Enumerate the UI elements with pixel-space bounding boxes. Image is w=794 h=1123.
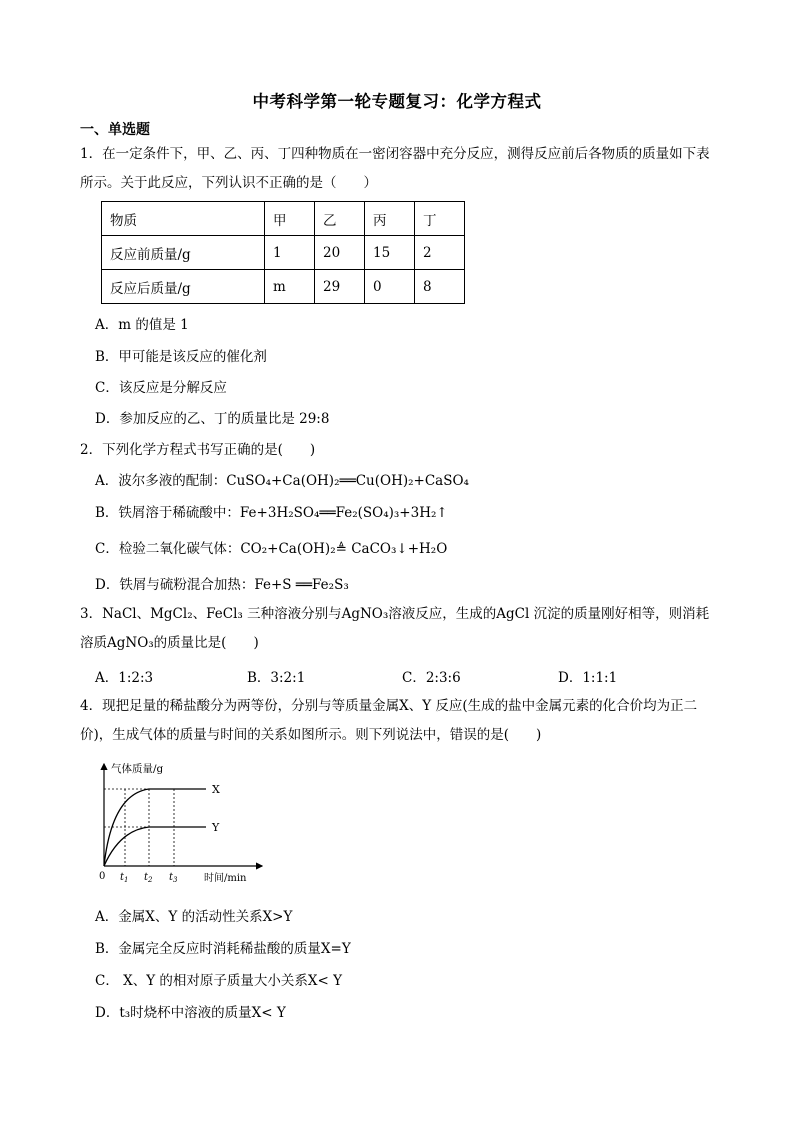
x-tick-label: $t_1$ [120, 872, 129, 884]
q4-option-a: A．金属X、Y 的活动性关系X>Y [95, 909, 293, 925]
q4-option-d: D．t₃时烧杯中溶液的质量X< Y [95, 1005, 286, 1021]
x-tick-label: $t_2$ [144, 872, 153, 884]
table-cell: 反应后质量/g [102, 270, 265, 304]
x-axis-label: 时间/min [204, 873, 247, 884]
q2-option-d: D．铁屑与硫粉混合加热：Fe+S ══Fe₂S₃ [95, 577, 349, 593]
table-cell: 反应前质量/g [102, 236, 265, 270]
table-header-cell: 丁 [415, 202, 465, 236]
q2-option-b: B．铁屑溶于稀硫酸中：Fe+3H₂SO₄══Fe₂(SO₄)₃+3H₂↑ [95, 505, 448, 521]
table-cell: 0 [365, 270, 415, 304]
table-header-cell: 乙 [315, 202, 365, 236]
q2-option-c: C．检验二氧化碳气体：CO₂+Ca(OH)₂≜ CaCO₃↓+H₂O [95, 541, 448, 557]
table-cell: 2 [415, 236, 465, 270]
q4-option-b: B．金属完全反应时消耗稀盐酸的质量X=Y [95, 941, 351, 957]
q3-option-b: B．3:2:1 [247, 670, 306, 686]
question-4-stem: 4．现把足量的稀盐酸分为两等份，分别与等质量金属X、Y 反应(生成的盐中金属元素的化合价均为正二价)，生成气体的质量与时间的关系如图所示。则下列说法中，错误的是( ) [80, 698, 698, 743]
table-row [102, 236, 465, 270]
question-1-stem: 1．在一定条件下，甲、乙、丙、丁四种物质在一密闭容器中充分反应，测得反应前后各物质的质量如下表所示。关于此反应，下列认识不正确的是（ ） [80, 146, 710, 191]
q3-option-c: C．2:3:6 [402, 670, 461, 686]
table-header-row [102, 202, 465, 236]
table-cell: 15 [365, 236, 415, 270]
table-header-cell: 甲 [265, 202, 315, 236]
q1-option-c: C．该反应是分解反应 [95, 380, 227, 396]
series-y-label: Y [212, 821, 220, 834]
table-cell: 1 [265, 236, 315, 270]
gas-mass-time-chart [92, 758, 272, 888]
origin-label: 0 [99, 871, 106, 882]
table-cell: 8 [415, 270, 465, 304]
q3-option-d: D．1:1:1 [558, 670, 618, 686]
q3-option-a: A．1:2:3 [95, 670, 154, 686]
q1-option-d: D．参加反应的乙、丁的质量比是 29:8 [95, 411, 330, 427]
x-tick-label: $t_3$ [169, 872, 178, 884]
page-title: 中考科学第一轮专题复习：化学方程式 [252, 92, 542, 111]
q2-option-a: A．波尔多液的配制：CuSO₄+Ca(OH)₂══Cu(OH)₂+CaSO₄ [95, 473, 469, 489]
question-2-stem: 2．下列化学方程式书写正确的是( ) [80, 442, 316, 458]
table-cell: m [265, 270, 315, 304]
q4-option-c: C． X、Y 的相对原子质量大小关系X< Y [95, 973, 343, 989]
table-cell: 20 [315, 236, 365, 270]
table-row [102, 270, 465, 304]
series-y-line [104, 827, 206, 866]
section-heading: 一、单选题 [80, 122, 150, 138]
table-cell: 29 [315, 270, 365, 304]
q1-option-a: A．m 的值是 1 [95, 317, 189, 333]
y-axis-label: 气体质量/g [111, 763, 164, 775]
table-header-cell: 物质 [102, 202, 265, 236]
series-x-label: X [212, 783, 220, 796]
q1-option-b: B．甲可能是该反应的催化剂 [95, 349, 267, 365]
table-header-cell: 丙 [365, 202, 415, 236]
question-3-stem: 3．NaCl、MgCl₂、FeCl₃ 三种溶液分别与AgNO₃溶液反应，生成的AgCl 沉淀的质量刚好相等，则消耗溶质AgNO₃的质量比是( ) [80, 606, 710, 651]
mass-table [101, 201, 465, 304]
